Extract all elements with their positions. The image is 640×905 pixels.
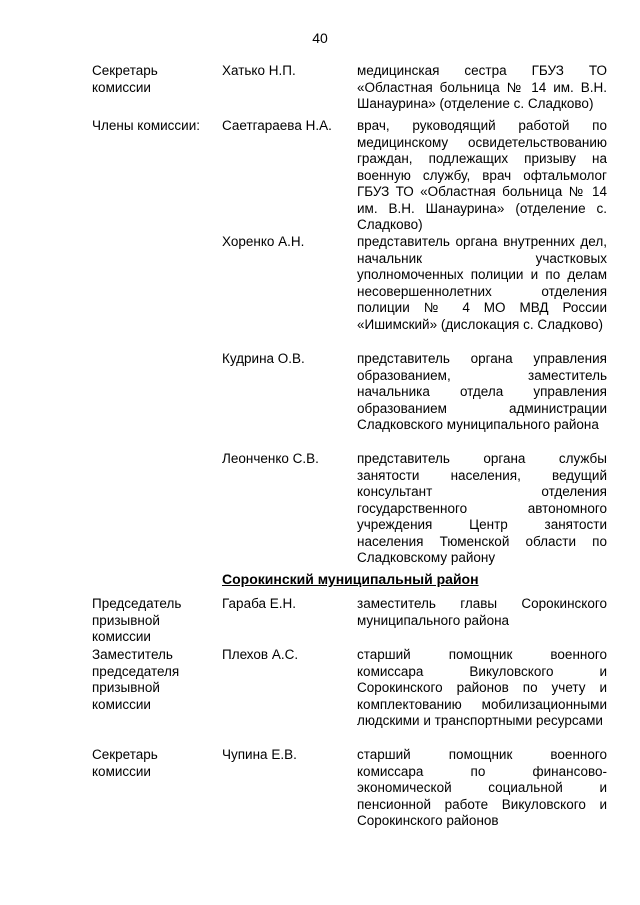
section-title: Сорокинский муниципальный район [222,571,479,587]
entry-name: Чупина Е.В. [222,747,297,762]
entry-name: Хоренко А.Н. [222,234,305,249]
entry-description: медицинская сестра ГБУЗ ТО «Областная больница № 14 им. В.Н. Шанаурина» (отделение с. Сладково) [357,63,607,111]
entry-name: Леонченко С.В. [222,451,319,466]
entry-name: Плехов А.С. [222,647,299,662]
entry-name: Кудрина О.В. [222,351,305,366]
entry-role: Секретарь комиссии [92,63,158,95]
entry-role: Председатель призывной комиссии [92,596,182,644]
entry-role: Заместитель председателя призывной комиссии [92,647,180,712]
page-number: 40 [312,30,328,46]
entry-description: старший помощник военного комиссара Викуловского и Сорокинского районов по учету и комплектованию мобилизационными людскими и транспортными ресурсами [357,647,607,728]
entry-role: Секретарь комиссии [92,747,158,779]
entry-name: Гараба Е.Н. [222,596,297,611]
entry-role: Члены комиссии: [92,118,201,133]
entry-description: представитель органа службы занятости населения, ведущий консультант отделения государственного автономного учреждения Центр занятости населения Тюменской области по Сладковскому району [357,451,607,565]
entry-name: Саетгараева Н.А. [222,118,332,133]
entry-name: Хатько Н.П. [222,63,296,78]
entry-description: заместитель главы Сорокинского муниципального района [357,596,607,628]
entry-description: врач, руководящий работой по медицинскому освидетельствованию граждан, подлежащих призыву на военную службу, врач офтальмолог ГБУЗ ТО «Областная больница № 14 им. В.Н. Шанаурина» (отделение с. Сладково) [357,118,607,232]
entry-description: представитель органа управления образованием, заместитель начальника отдела управления образованием администрации Сладковского муниципального района [357,351,607,432]
entry-description: представитель органа внутренних дел, начальник участковых уполномоченных полиции и по делам несовершеннолетних отделения полиции № 4 МО МВД России «Ишимский» (дислокация с. Сладково) [357,234,607,332]
entry-description: старший помощник военного комиссара по финансово-экономической социальной и пенсионной работе Викуловского и Сорокинского районов [357,747,607,828]
